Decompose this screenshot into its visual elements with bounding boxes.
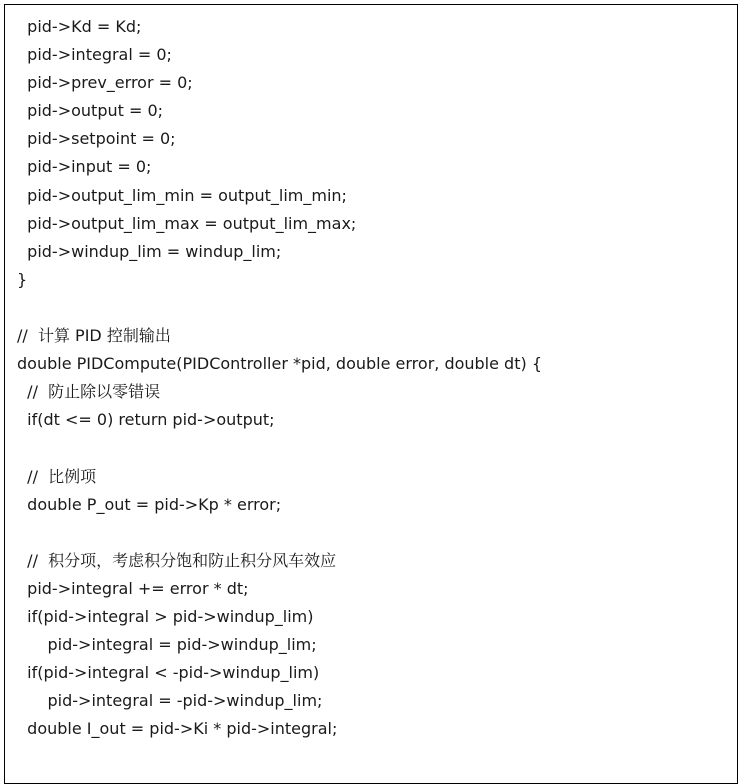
code-comment: // 防止除以零错误 — [17, 382, 161, 402]
blank-line — [17, 519, 731, 547]
code-comment: // 计算 PID 控制输出 — [17, 326, 171, 346]
code-line: pid->integral = -pid->windup_lim; — [17, 691, 323, 711]
code-line: pid->prev_error = 0; — [17, 73, 193, 93]
code-comment: // 积分项，考虑积分饱和防止积分风车效应 — [17, 550, 337, 570]
code-line: if(pid->integral < -pid->windup_lim) — [17, 663, 320, 683]
code-line: pid->output = 0; — [17, 101, 164, 121]
code-line: if(pid->integral > pid->windup_lim) — [17, 606, 314, 626]
code-line: pid->windup_lim = windup_lim; — [17, 241, 282, 261]
blank-line — [17, 294, 731, 322]
code-line: pid->setpoint = 0; — [17, 129, 176, 149]
document-frame — [4, 4, 738, 784]
code-block — [17, 13, 731, 772]
blank-line — [17, 434, 731, 462]
code-line: } — [17, 269, 28, 289]
code-line: pid->integral += error * dt; — [17, 578, 249, 598]
code-line: pid->output_lim_min = output_lim_min; — [17, 185, 347, 205]
code-comment: // 比例项 — [17, 466, 97, 486]
code-line: pid->integral = pid->windup_lim; — [17, 635, 317, 655]
code-line: double I_out = pid->Ki * pid->integral; — [17, 719, 338, 739]
code-line: double P_out = pid->Kp * error; — [17, 494, 282, 514]
code-line: pid->output_lim_max = output_lim_max; — [17, 213, 357, 233]
code-line: pid->input = 0; — [17, 157, 152, 177]
blank-line — [17, 743, 731, 771]
code-line: pid->Kd = Kd; — [17, 17, 142, 36]
code-line: if(dt <= 0) return pid->output; — [17, 410, 275, 430]
code-line: pid->integral = 0; — [17, 45, 172, 65]
code-line: double PIDCompute(PIDController *pid, double error, double dt) { — [17, 354, 542, 374]
